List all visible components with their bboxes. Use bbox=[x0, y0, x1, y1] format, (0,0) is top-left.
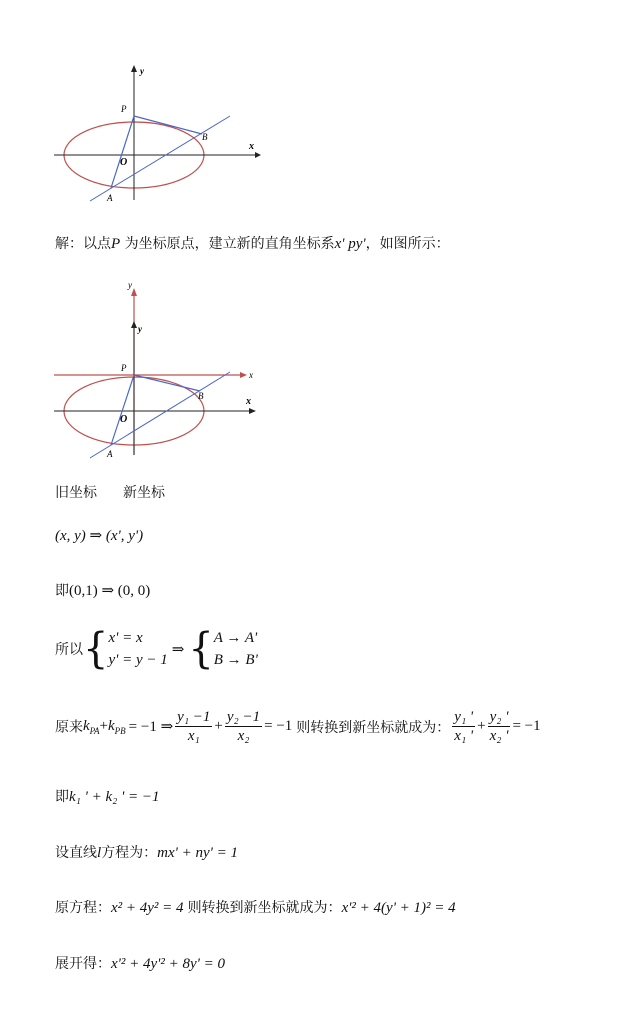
fraction-2-num: y₂ −1 bbox=[226, 709, 261, 725]
figure-new-coordinates bbox=[50, 280, 270, 460]
segment-pb bbox=[134, 375, 200, 391]
eq-minus-one-2: = −1 bbox=[512, 718, 541, 734]
orig-mid: 则转换到新坐标就成为： bbox=[187, 900, 342, 916]
solution-intro bbox=[55, 233, 450, 253]
transform-prefix: 所以 bbox=[55, 642, 83, 658]
solution-intro-mid: 为坐标原点，建立新的直角坐标系 bbox=[120, 236, 335, 252]
y-axis-arrow bbox=[131, 65, 137, 72]
line-eq-prefix: 设直线 bbox=[55, 845, 97, 861]
origin-mapping-expr: (0,1) ⇒ (0, 0) bbox=[69, 583, 151, 599]
label-o: O bbox=[120, 157, 128, 168]
mapping-equation: (x, y) ⇒ (x', y') bbox=[55, 528, 144, 544]
fraction-4-num: y₂ ' bbox=[489, 709, 509, 725]
transform-row-1: x' = x bbox=[108, 630, 143, 646]
fraction-1-den: x₁ bbox=[187, 728, 200, 744]
line-eq-suffix: 方程为： bbox=[101, 845, 158, 861]
x-axis-arrow bbox=[249, 408, 256, 414]
solution-intro-prefix: 解：以点 bbox=[55, 236, 111, 252]
line-eq-expr: mx' + ny' = 1 bbox=[157, 845, 238, 861]
line-l bbox=[90, 372, 230, 458]
fraction-3 bbox=[452, 708, 475, 745]
label-x: x bbox=[246, 396, 251, 407]
line-name-l: l bbox=[97, 845, 102, 861]
point-map-a: A → A' bbox=[213, 630, 258, 646]
expand-prefix: 展开得： bbox=[55, 956, 111, 972]
label-a: A bbox=[107, 193, 113, 203]
label-x: x bbox=[249, 141, 254, 152]
expanded-equation bbox=[55, 953, 225, 973]
label-new-x: x bbox=[249, 370, 253, 380]
transform-row-2: y' = y − 1 bbox=[108, 652, 168, 668]
label-o: O bbox=[120, 414, 128, 425]
figure-original-coordinates bbox=[50, 60, 270, 210]
fraction-2 bbox=[225, 708, 262, 745]
old-coordinates-label: 旧坐标 bbox=[55, 485, 97, 501]
slope-condition: 原来$k_{PA}+k_{PB} = -1$ ⇒ $\frac{\text{y₁ −1}}{\text{x₁}}$ + $\frac{\text{y₂ −1}}{\text{x₂}}$ = −1 则转换到新坐标就成为： $\frac{\text{y₁ '}}{\text{x₁ '}}$ + $\frac{\text{y₂ '}}{\text{x₂ '}}$ = −1 bbox=[55, 709, 541, 744]
label-b: B bbox=[198, 391, 204, 401]
origin-mapping-prefix: 即 bbox=[55, 583, 69, 599]
new-slope-expr: k₁ ' + k₂ ' = −1 bbox=[69, 789, 160, 805]
eq-minus-one: = −1 bbox=[264, 718, 293, 734]
new-x-axis-arrow bbox=[240, 372, 247, 378]
coord-labels bbox=[55, 482, 165, 502]
slope-mid-text: 则转换到新坐标就成为： bbox=[296, 719, 451, 736]
fraction-1-num: y₁ −1 bbox=[177, 709, 211, 725]
k-pb-sub: PB bbox=[114, 725, 126, 736]
new-slope-sum bbox=[55, 786, 160, 806]
solution-intro-suffix: ，如图所示： bbox=[365, 236, 450, 252]
k-pa-sub: PA bbox=[89, 725, 100, 736]
eq-implies: = −1 ⇒ bbox=[128, 719, 174, 735]
origin-mapping bbox=[55, 580, 150, 600]
fraction-3-num: y₁ ' bbox=[454, 709, 474, 725]
fraction-3-den: x₁ ' bbox=[454, 728, 474, 744]
implies-arrow: ⇒ bbox=[171, 641, 185, 658]
fraction-1 bbox=[175, 708, 212, 745]
orig-prefix: 原方程： bbox=[55, 900, 111, 916]
line-equation bbox=[55, 842, 238, 862]
left-brace-2: { bbox=[188, 624, 214, 674]
plus-sign: + bbox=[99, 718, 108, 734]
segment-pb bbox=[134, 116, 202, 134]
new-slope-prefix: 即 bbox=[55, 789, 69, 805]
x-axis-arrow bbox=[255, 152, 261, 158]
label-y: y bbox=[140, 66, 144, 76]
original-equation bbox=[55, 897, 456, 917]
left-brace: { bbox=[83, 624, 109, 674]
slope-prefix: 原来 bbox=[55, 719, 83, 736]
segment-pa bbox=[111, 375, 134, 445]
label-p: P bbox=[121, 104, 127, 114]
new-system-name: x' py' bbox=[334, 236, 366, 252]
label-new-y: y bbox=[128, 280, 132, 290]
label-y: y bbox=[138, 324, 142, 334]
orig-new-expr: x'² + 4(y' + 1)² = 4 bbox=[341, 900, 456, 916]
label-b: B bbox=[202, 132, 208, 142]
expand-expr: x'² + 4y'² + 8y' = 0 bbox=[111, 956, 225, 972]
label-a: A bbox=[107, 449, 113, 459]
fraction-2-den: x₂ bbox=[237, 728, 250, 744]
k-pa: k bbox=[83, 717, 90, 734]
orig-expr: x² + 4y² = 4 bbox=[111, 900, 184, 916]
fraction-4 bbox=[488, 708, 511, 745]
fraction-4-den: x₂ ' bbox=[489, 728, 509, 744]
k-pb: k bbox=[107, 717, 115, 734]
point-map-b: B → B' bbox=[213, 652, 258, 668]
point-p: P bbox=[111, 236, 121, 252]
transform-system bbox=[55, 624, 258, 674]
segment-pa bbox=[111, 116, 134, 188]
y-axis-arrow bbox=[131, 321, 137, 328]
line-l bbox=[90, 116, 230, 201]
label-p: P bbox=[121, 363, 127, 373]
new-coordinates-label: 新坐标 bbox=[123, 485, 165, 501]
